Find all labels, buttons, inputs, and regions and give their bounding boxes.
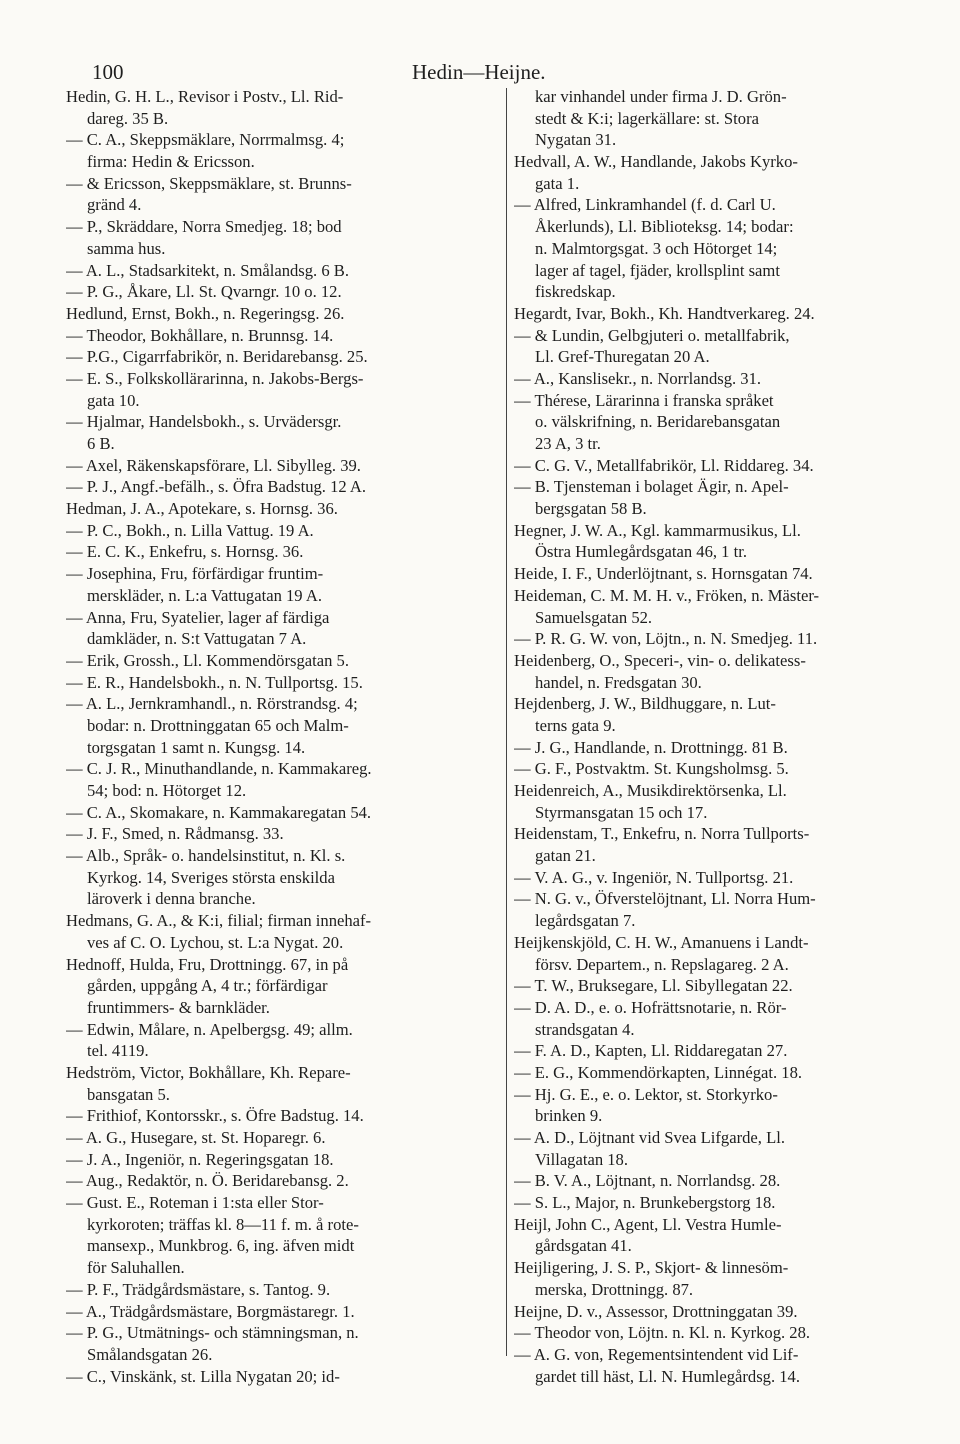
directory-line: — Erik, Grossh., Ll. Kommendörsgatan 5. bbox=[66, 650, 349, 670]
directory-line: — Frithiof, Kontorsskr., s. Öfre Badstug. 14. bbox=[66, 1106, 364, 1126]
directory-line: Smålandsgatan 26. bbox=[87, 1344, 213, 1364]
directory-line: — A. L., Stadsarkitekt, n. Smålandsg. 6 B. bbox=[66, 260, 350, 280]
directory-line: terns gata 9. bbox=[535, 715, 616, 735]
right-column bbox=[514, 86, 944, 1387]
directory-line: — D. A. D., e. o. Hofrättsnotarie, n. Rör- bbox=[514, 997, 787, 1017]
directory-line: — E. S., Folkskollärarinna, n. Jakobs-Bergs- bbox=[66, 368, 364, 388]
directory-line: tel. 4119. bbox=[87, 1041, 149, 1061]
directory-line: — J. G., Handlande, n. Drottningg. 81 B. bbox=[514, 737, 788, 757]
directory-line: bodar: n. Drottninggatan 65 och Malm- bbox=[87, 715, 349, 735]
directory-line: — Anna, Fru, Syatelier, lager af färdiga bbox=[66, 607, 330, 627]
directory-line: gardet till häst, Ll. N. Humlegårdsg. 14. bbox=[535, 1366, 800, 1386]
directory-line: Hedström, Victor, Bokhållare, Kh. Repare- bbox=[66, 1062, 351, 1082]
directory-line: torgsgatan 1 samt n. Kungsg. 14. bbox=[87, 737, 306, 757]
directory-line: — P. R. G. W. von, Löjtn., n. N. Smedjeg. 11. bbox=[514, 629, 818, 649]
directory-line: — Theodor, Bokhållare, n. Brunnsg. 14. bbox=[66, 325, 334, 345]
directory-line: Heijne, D. v., Assessor, Drottninggatan 39. bbox=[514, 1301, 798, 1321]
directory-line: — Aug., Redaktör, n. Ö. Beridarebansg. 2. bbox=[66, 1171, 349, 1191]
directory-line: stedt & K:i; lagerkällare: st. Stora bbox=[535, 108, 759, 128]
running-head: Hedin—Heijne. bbox=[412, 60, 546, 84]
directory-line: — N. G. v., Öfverstelöjtnant, Ll. Norra Hum- bbox=[514, 889, 816, 909]
directory-line: — A. G., Husegare, st. St. Hoparegr. 6. bbox=[66, 1128, 326, 1147]
directory-line: Heidenberg, O., Speceri-, vin- o. delikatess- bbox=[514, 650, 806, 670]
directory-line: — C. J. R., Minuthandlande, n. Kammakareg. bbox=[66, 759, 372, 779]
directory-line: — C. G. V., Metallfabrikör, Ll. Riddareg. 34. bbox=[514, 455, 814, 475]
directory-line: — S. L., Major, n. Brunkebergstorg 18. bbox=[514, 1193, 776, 1213]
directory-line: Kyrkog. 14, Sveriges största enskilda bbox=[87, 867, 335, 887]
directory-line: — Alfred, Linkramhandel (f. d. Carl U. bbox=[514, 195, 776, 215]
directory-line: — Theodor von, Löjtn. n. Kl. n. Kyrkog. 28. bbox=[514, 1323, 811, 1343]
directory-line: — Hjalmar, Handelsbokh., s. Urvädersgr. bbox=[66, 412, 342, 432]
directory-line: o. välskrifning, n. Beridarebansgatan bbox=[535, 412, 781, 432]
directory-line: — E. C. K., Enkefru, s. Hornsg. 36. bbox=[66, 542, 304, 562]
directory-line: gata 10. bbox=[87, 390, 140, 410]
directory-line: Heideman, C. M. M. H. v., Fröken, n. Mäster- bbox=[514, 585, 820, 605]
left-column bbox=[66, 86, 506, 1387]
directory-line: — P. G., Åkare, Ll. St. Qvarngr. 10 o. 12. bbox=[66, 282, 342, 302]
directory-line: 54; bod: n. Hötorget 12. bbox=[87, 781, 247, 800]
directory-line: — P. C., Bokh., n. Lilla Vattug. 19 A. bbox=[66, 520, 314, 540]
directory-line: Hednoff, Hulda, Fru, Drottningg. 67, in på bbox=[66, 954, 349, 974]
directory-line: — A., Kanslisekr., n. Norrlandsg. 31. bbox=[514, 368, 762, 388]
directory-line: strandsgatan 4. bbox=[535, 1019, 635, 1039]
directory-line: — Alb., Språk- o. handelsinstitut, n. Kl. s. bbox=[66, 846, 346, 866]
directory-line: Östra Humlegårdsgatan 46, 1 tr. bbox=[535, 542, 747, 562]
directory-line: — P. J., Angf.-befälh., s. Öfra Badstug. 12 A. bbox=[66, 477, 367, 497]
directory-line: kar vinhandel under firma J. D. Grön- bbox=[535, 87, 787, 106]
directory-line: Hedmans, G. A., & K:i, filial; firman innehaf- bbox=[66, 911, 372, 931]
directory-line: fruntimmers- & barnkläder. bbox=[87, 997, 270, 1017]
directory-line: Nygatan 31. bbox=[535, 130, 617, 150]
directory-line: — F. A. D., Kapten, Ll. Riddaregatan 27. bbox=[514, 1041, 788, 1061]
directory-line: lager af tagel, fjäder, krollsplint samt bbox=[535, 260, 780, 280]
directory-line: Hegardt, Ivar, Bokh., Kh. Handtverkareg. 24. bbox=[514, 303, 815, 323]
directory-line: — V. A. G., v. Ingeniör, N. Tullportsg. 21. bbox=[514, 867, 794, 887]
directory-line: — J. F., Smed, n. Rådmansg. 33. bbox=[66, 824, 284, 844]
directory-line: — P. F., Trädgårdsmästare, s. Tantog. 9. bbox=[66, 1279, 331, 1299]
column-divider bbox=[506, 88, 507, 1356]
directory-line: Hedman, J. A., Apotekare, s. Hornsg. 36. bbox=[66, 499, 338, 519]
directory-line: Heijl, John C., Agent, Ll. Vestra Humle- bbox=[514, 1214, 782, 1234]
directory-line: — C. A., Skomakare, n. Kammakaregatan 54. bbox=[66, 802, 372, 822]
directory-line: Heide, I. F., Underlöjtnant, s. Hornsgatan 74. bbox=[514, 564, 813, 584]
directory-line: Heijkenskjöld, C. H. W., Amanuens i Landt- bbox=[514, 932, 809, 952]
directory-line: — P. G., Utmätnings- och stämningsman, n. bbox=[66, 1323, 359, 1343]
directory-line: legårdsgatan 7. bbox=[535, 911, 636, 931]
directory-line: mansexp., Munkbrog. 6, ing. äfven midt bbox=[87, 1236, 355, 1256]
directory-line: — Edwin, Målare, n. Apelbergsg. 49; allm. bbox=[66, 1019, 353, 1039]
directory-line: ves af C. O. Lychou, st. L:a Nygat. 20. bbox=[87, 932, 344, 952]
directory-line: läroverk i denna branche. bbox=[87, 889, 256, 909]
directory-line: gatan 21. bbox=[535, 846, 596, 866]
directory-line: brinken 9. bbox=[535, 1106, 603, 1126]
directory-line: gränd 4. bbox=[87, 195, 142, 215]
directory-line: n. Malmtorgsgat. 3 och Hötorget 14; bbox=[535, 238, 778, 258]
directory-line: Hedin, G. H. L., Revisor i Postv., Ll. Rid- bbox=[66, 87, 344, 106]
directory-line: handel, n. Fredsgatan 30. bbox=[535, 672, 702, 692]
directory-line: fiskredskap. bbox=[535, 282, 616, 302]
directory-line: gata 1. bbox=[535, 173, 580, 193]
directory-line: — E. R., Handelsbokh., n. N. Tullportsg. 15. bbox=[66, 672, 363, 692]
directory-line: — B. Tjensteman i bolaget Ägir, n. Apel- bbox=[514, 477, 789, 497]
directory-line: — P., Skräddare, Norra Smedjeg. 18; bod bbox=[66, 217, 342, 237]
directory-line: Hedlund, Ernst, Bokh., n. Regeringsg. 26. bbox=[66, 303, 345, 323]
directory-line: — Axel, Räkenskapsförare, Ll. Sibylleg. 39. bbox=[66, 455, 361, 475]
directory-line: Hegner, J. W. A., Kgl. kammarmusikus, Ll. bbox=[514, 520, 801, 540]
directory-line: Ll. Gref-Thuregatan 20 A. bbox=[535, 347, 710, 367]
directory-line: merska, Drottningg. 87. bbox=[535, 1279, 694, 1299]
directory-line: 6 B. bbox=[87, 434, 115, 453]
directory-line: Styrmansgatan 15 och 17. bbox=[535, 802, 708, 822]
directory-line: Villagatan 18. bbox=[535, 1149, 629, 1169]
directory-line: — Thérese, Lärarinna i franska språket bbox=[514, 390, 774, 410]
directory-line: — A. G. von, Regementsintendent vid Lif- bbox=[514, 1344, 799, 1364]
directory-line: damkläder, n. S:t Vattugatan 7 A. bbox=[87, 629, 307, 649]
directory-line: dareg. 35 B. bbox=[87, 108, 169, 128]
directory-line: för Saluhallen. bbox=[87, 1258, 185, 1278]
directory-line: — J. A., Ingeniör, n. Regeringsgatan 18. bbox=[66, 1149, 334, 1169]
directory-line: — A. D., Löjtnant vid Svea Lifgarde, Ll. bbox=[514, 1128, 785, 1147]
directory-line: — & Ericsson, Skeppsmäklare, st. Brunns- bbox=[66, 173, 352, 193]
directory-line: gårdsgatan 41. bbox=[535, 1236, 632, 1256]
directory-line: — Hj. G. E., e. o. Lektor, st. Storkyrko- bbox=[514, 1084, 778, 1104]
directory-line: kyrkoroten; träffas kl. 8—11 f. m. å rote- bbox=[87, 1214, 359, 1234]
directory-line: — & Lundin, Gelbgjuteri o. metallfabrik, bbox=[514, 325, 790, 345]
directory-line: gården, uppgång A, 4 tr.; förfärdigar bbox=[87, 976, 328, 996]
directory-line: Heidenreich, A., Musikdirektörsenka, Ll. bbox=[514, 781, 787, 800]
directory-line: bergsgatan 58 B. bbox=[535, 499, 647, 519]
directory-line: 23 A, 3 tr. bbox=[535, 434, 601, 453]
directory-line: merskläder, n. L:a Vattugatan 19 A. bbox=[87, 585, 322, 605]
directory-line: firma: Hedin & Ericsson. bbox=[87, 152, 255, 172]
directory-line: bansgatan 5. bbox=[87, 1084, 170, 1104]
directory-line: Hejdenberg, J. W., Bildhuggare, n. Lut- bbox=[514, 694, 776, 714]
directory-line: — C., Vinskänk, st. Lilla Nygatan 20; id- bbox=[66, 1366, 340, 1386]
page-number: 100 bbox=[92, 60, 124, 84]
directory-line: Åkerlunds), Ll. Biblioteksg. 14; bodar: bbox=[535, 217, 794, 237]
directory-line: — A. L., Jernkramhandl., n. Rörstrandsg. 4; bbox=[66, 694, 358, 714]
directory-line: — B. V. A., Löjtnant, n. Norrlandsg. 28. bbox=[514, 1171, 781, 1191]
directory-line: Hedvall, A. W., Handlande, Jakobs Kyrko- bbox=[514, 152, 798, 172]
directory-line: — Josephina, Fru, förfärdigar fruntim- bbox=[66, 564, 324, 584]
directory-line: — E. G., Kommendörkapten, Linnégat. 18. bbox=[514, 1062, 803, 1082]
directory-line: — G. F., Postvaktm. St. Kungsholmsg. 5. bbox=[514, 759, 789, 779]
directory-line: — T. W., Bruksegare, Ll. Sibyllegatan 22. bbox=[514, 976, 793, 996]
directory-line: samma hus. bbox=[87, 238, 166, 258]
directory-line: — C. A., Skeppsmäklare, Norrmalmsg. 4; bbox=[66, 130, 345, 150]
directory-line: Heijligering, J. S. P., Skjort- & linnesöm- bbox=[514, 1258, 789, 1278]
directory-line: — P.G., Cigarrfabrikör, n. Beridarebansg. 25. bbox=[66, 347, 368, 367]
directory-line: försv. Departem., n. Repslagareg. 2 A. bbox=[535, 954, 789, 974]
directory-line: — Gust. E., Roteman i 1:sta eller Stor- bbox=[66, 1193, 324, 1213]
directory-line: Heidenstam, T., Enkefru, n. Norra Tullports- bbox=[514, 824, 810, 844]
directory-line: Samuelsgatan 52. bbox=[535, 607, 653, 627]
directory-line: — A., Trädgårdsmästare, Borgmästaregr. 1. bbox=[66, 1301, 355, 1321]
